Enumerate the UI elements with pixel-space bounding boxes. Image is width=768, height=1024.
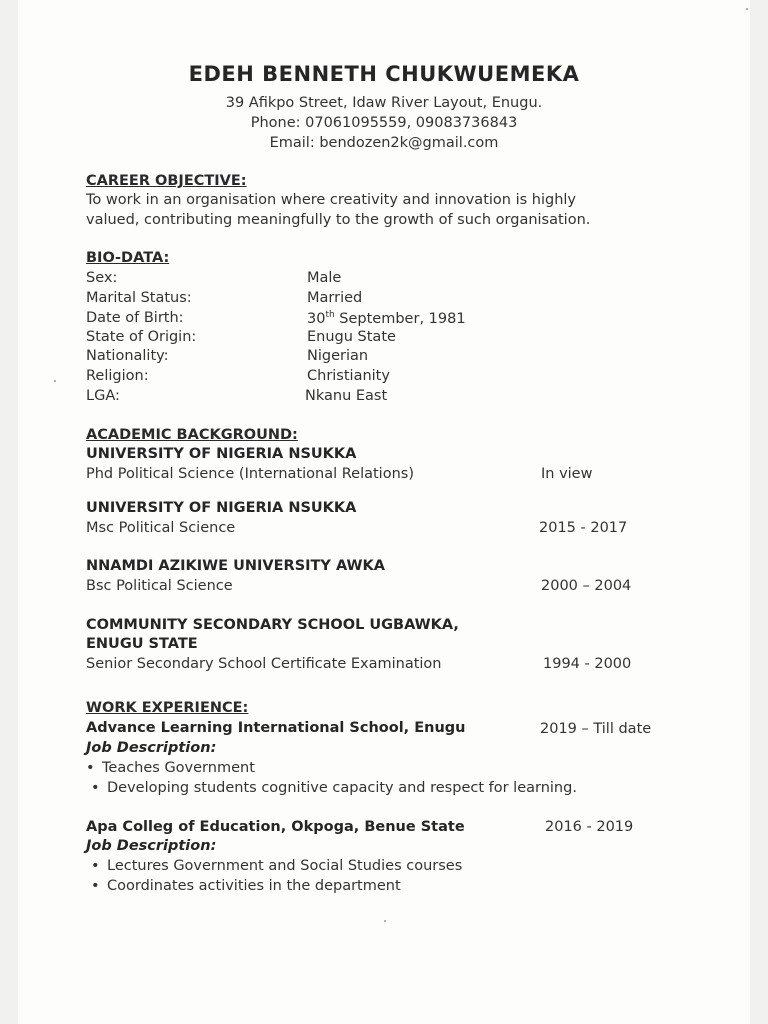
scan-speck [54,380,56,382]
scan-speck [746,8,748,10]
address: 39 Afikpo Street, Idaw River Layout, Enugu. [225,95,543,111]
academic-years: 2015 - 2017 [539,520,628,536]
bio-label-lga: LGA: [86,388,120,404]
scan-speck [384,920,386,922]
bio-value-marital-status: Married [307,290,363,306]
job-duty: • Lectures Government and Social Studies courses [107,858,462,874]
email: Email: bendozen2k@gmail.com [269,135,499,151]
academic-years: 2000 – 2004 [541,578,632,594]
academic-background-heading: ACADEMIC BACKGROUND: [86,427,298,443]
academic-school: NNAMDI AZIKIWE UNIVERSITY AWKA [86,558,386,574]
bio-data-heading: BIO-DATA: [86,250,170,266]
academic-degree: Msc Political Science [86,520,236,536]
academic-years: In view [541,466,593,482]
phone: Phone: 07061095559, 09083736843 [250,115,518,131]
academic-degree: Phd Political Science (International Relations) [86,466,414,482]
job-duty: • Developing students cognitive capacity and respect for learning. [107,780,577,796]
career-objective-heading: CAREER OBJECTIVE: [86,173,247,189]
job-duty: • Coordinates activities in the department [107,878,401,894]
job-duty: • Teaches Government [102,760,255,776]
job-employer: Apa Colleg of Education, Okpoga, Benue State [86,819,465,835]
candidate-name: EDEH BENNETH CHUKWUEMEKA [188,62,580,86]
bio-value-nationality: Nigerian [307,348,369,364]
career-objective-line1: To work in an organisation where creativity and innovation is highly [86,192,576,208]
job-employer: Advance Learning International School, Enugu [86,720,466,736]
academic-years: 1994 - 2000 [543,656,632,672]
dob-day-suffix: th [325,310,335,320]
academic-school: UNIVERSITY OF NIGERIA NSUKKA [86,500,357,516]
bio-value-state-of-origin: Enugu State [307,329,396,345]
dob-day: 30 [307,310,326,327]
career-objective-line2: valued, contributing meaningfully to the growth of such organisation. [86,212,591,228]
bio-label-state-of-origin: State of Origin: [86,329,197,345]
academic-degree: Bsc Political Science [86,578,233,594]
bio-label-nationality: Nationality: [86,348,169,364]
academic-school: COMMUNITY SECONDARY SCHOOL UGBAWKA, [86,617,459,633]
resume-page [18,0,750,1024]
bio-value-lga: Nkanu East [305,388,388,404]
bio-value-religion: Christianity [307,368,390,384]
job-description-label: Job Description: [86,838,217,854]
bio-value-sex: Male [307,270,342,286]
bio-label-dob: Date of Birth: [86,310,184,326]
academic-degree: Senior Secondary School Certificate Examination [86,656,442,672]
job-years: 2016 - 2019 [545,819,634,835]
bio-label-marital-status: Marital Status: [86,290,192,306]
bio-value-dob [307,310,466,327]
academic-school-line2: ENUGU STATE [86,636,198,652]
bio-label-religion: Religion: [86,368,149,384]
job-description-label: Job Description: [86,740,217,756]
bio-label-sex: Sex: [86,270,118,286]
dob-month-year: September, 1981 [334,310,466,327]
job-years: 2019 – Till date [540,721,652,737]
work-experience-heading: WORK EXPERIENCE: [86,700,249,716]
academic-school: UNIVERSITY OF NIGERIA NSUKKA [86,446,357,462]
